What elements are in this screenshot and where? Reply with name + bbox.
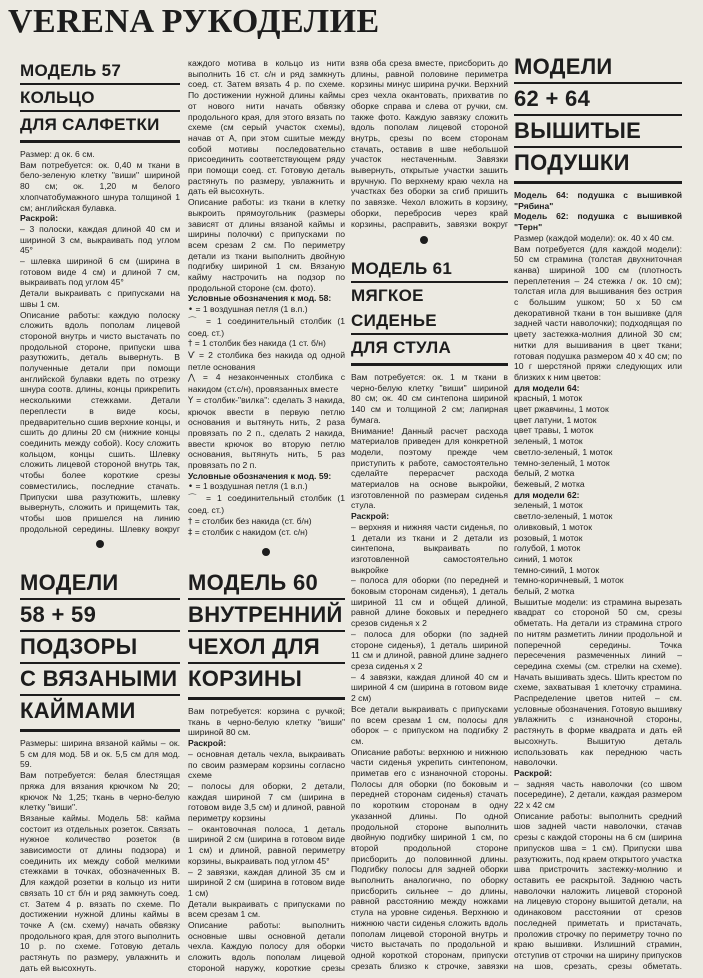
text-fragment: • <box>188 305 194 316</box>
text-fragment <box>351 511 508 522</box>
text-fragment: – полосы для оборки, 2 детали, каждая шириной 7 см (ширина в готовом виде 3,5 см) и длиной, равной периметру корзины <box>188 780 345 824</box>
text-fragment: темно-зеленый, 1 моток <box>514 457 610 468</box>
model-60-title <box>188 568 345 700</box>
text-fragment: = 1 воздушная петля (1 в.п.) <box>195 304 308 315</box>
model-58-59-title <box>20 568 180 732</box>
legend-59-row <box>188 493 345 515</box>
text-fragment: = столбик без накида (ст. б/н) <box>194 515 312 526</box>
text-fragment <box>514 190 682 211</box>
text-fragment: – 4 завязки, каждая длиной 40 см и шириной 4 см (ширина в готовом виде 2 см) <box>351 671 508 704</box>
text-fragment: Описание работы: выполнить основные швы основной детали чехла. Каждую полосу для оборки сложить вдоль пополам лицевой стороной наружу, короткие срезы <box>188 920 345 972</box>
text-fragment: Вязаные каймы. Модель 58: кайма состоит из отдельных розеток. Связать нужное количество розеток (в зависимости от длины подзора) и соединить их между собой мелкими стежками в точках, обозначенных B. Для каждой розетки в кольцо из нити связать 10 ст б/н и ряд замкнуть соед. ст. Затем 4 р. вязать по схеме. По достижении нужной длины каймы в точке A (см. схему) начать обвязку продольного края, для этого выполнить 10 р. по схеме. Готовую деталь растянуть по размеру, увлажнить и дать ей высохнуть. <box>20 812 180 972</box>
text-fragment: оливковый, 1 моток <box>514 521 592 532</box>
text-fragment: МОДЕЛЬ 57 <box>20 58 180 85</box>
text-fragment: ЧЕХОЛ ДЛЯ <box>188 632 345 664</box>
text-fragment: ДЛЯ СТУЛА <box>351 338 452 357</box>
model-57-section <box>20 58 180 536</box>
text-fragment: МОДЕЛИ <box>514 52 682 84</box>
text-fragment: ПОДЗОРЫ <box>20 632 180 664</box>
text-fragment: = столбик с накидом (ст. с/н) <box>194 527 308 538</box>
model-62-64-text <box>514 190 682 972</box>
legend-59-row <box>188 481 345 493</box>
text-fragment: КОЛЬЦО <box>20 85 180 112</box>
text-fragment <box>514 490 682 501</box>
text-fragment: 62 + 64 <box>514 84 682 116</box>
legend-58-row <box>188 372 345 394</box>
text-fragment: цвет латуни, 1 моток <box>514 414 597 425</box>
model-61-text <box>351 372 508 972</box>
text-fragment: бежевый, 2 мотка <box>514 478 585 489</box>
text-fragment: Раскрой: <box>351 511 390 522</box>
text-fragment: = столбик-"вилка": сделать 3 накида, крючок ввести в первую петлю основания и вытянуть нить, 2 раза провязать по 2 п., сделать 2 накида, ввести крючок во вторую петлю основания, вытянуть нить, 5 раз провязать по 2 п. <box>188 394 345 471</box>
model-57-text <box>20 149 180 536</box>
text-fragment: – верхняя и нижняя части сиденья, по 1 детали из ткани и 2 детали из синтепона, выкраивать по изготовленной самостоятельно выкройке <box>351 521 508 575</box>
text-fragment: – полоса для оборки (по задней стороне сиденья), 1 деталь шириной 11 см и длиной, равной длине заднего среза сиденья x 2 <box>351 628 508 671</box>
text-fragment: светло-зеленый, 1 моток <box>514 511 613 522</box>
text-fragment <box>188 471 345 482</box>
text-fragment: С ВЯЗАНЫМИ <box>20 664 180 696</box>
text-fragment: Описание работы: выполнить средний шов задней части наволочки, стачав срезы с каждой стороны на 6 см (ширина припусков шва = 1 см). Припуски шва разутюжить, под краем открытого участка шва пристрочить застежку-молнию и оставить ее раскрытой. Заднюю часть наволочки наложить лицевой стороной на лицевую сторону вышитой детали, на одинаковом расстоянии от срезов последней приметать и пристачать, проложив строчку по периметру точно по краю вышивки. Излишний страмин, отступив от строчки на ширину припусков на шов, срезать, срезы обметать. <box>514 810 682 971</box>
text-fragment: КАЙМАМИ <box>20 698 136 723</box>
text-fragment: МОДЕЛИ <box>20 568 180 600</box>
text-fragment: 58 + 59 <box>20 600 180 632</box>
text-fragment: белый, 2 мотка <box>514 468 575 479</box>
text-fragment: ВЫШИТЫЕ <box>514 116 682 148</box>
text-fragment: ПОДУШКИ <box>514 150 630 175</box>
text-fragment: ДЛЯ САЛФЕТКИ <box>20 115 160 134</box>
text-fragment: Размер (каждой модели): ок. 40 x 40 см. <box>514 232 675 243</box>
text-fragment: – шлевка шириной 6 см (ширина в готовом виде 4 см) и длиной 7 см, выкраивать под углом 45° <box>20 256 180 288</box>
text-fragment: Вам потребуется: ок. 0,40 м ткани в бело-зеленую клетку "виши" шириной 80 см; ок. 1,20 м белого хлопчатобумажного шнура толщиной 1 см; английская булавка. <box>20 159 180 213</box>
legend-58-row <box>188 316 345 338</box>
text-fragment: – окантовочная полоса, 1 деталь шириной 2 см (ширина в готовом виде 1 см) и длиной, равной периметру корзины, выкраивать под углом 45° <box>188 823 345 866</box>
text-fragment: зеленый, 1 моток <box>514 436 583 447</box>
crochet-instructions <box>188 58 345 538</box>
text-fragment: • <box>188 482 194 493</box>
model-60-continuation <box>351 58 508 230</box>
text-fragment: = 2 столбика без накида од одной петле основания <box>188 349 345 372</box>
text-fragment: Модель 64: подушка с вышивкой "Рябина" <box>514 190 682 211</box>
text-fragment: = 4 незаконченных столбика с накидом (ст.с/н), провязанных вместе <box>188 372 345 395</box>
text-fragment: ВНУТРЕННИЙ <box>188 600 345 632</box>
section-bullet <box>420 236 428 244</box>
text-fragment: Описание работы: верхнюю и нижнюю части сиденья укрепить синтепоном, приметав его с изнаночной стороны. Полосы для оборки (по боковым и передней сторонам сиденья) стачать по коротким сторонам в одну указанной длины. По одной продольной стороне выполнить двойную подгибку шириной 1 см, по второй продольной стороне присборить до половинной длины. Подгибку полосы для задней оборки выполнить аналогично, по оборку присборить сильнее – до длины, равной расстоянию между ножками стула на уровне сиденья. Верхнюю и нижнюю части сиденья сложить вдоль пополам лицевой стороной внутрь и чисто выстачать по продольной и одной короткой сторонам, припуски срезать близко к строчке, завязки <box>351 746 508 971</box>
text-fragment: = 1 воздушная петля (1 в.п.) <box>195 481 308 492</box>
text-fragment: Вам потребуется: корзина с ручкой; ткань в черно-белую клетку "виши" шириной 80 см. <box>188 706 345 738</box>
text-fragment: темно-коричневый, 1 моток <box>514 575 624 586</box>
text-fragment: = 1 соединительный столбик (1 соед. ст.) <box>188 315 345 338</box>
section-bullet <box>262 548 270 556</box>
text-fragment: ⋀ <box>188 373 196 384</box>
text-fragment: – 3 полоски, каждая длиной 40 см и шириной 3 см, выкраивать под углом 45° <box>20 223 180 256</box>
text-fragment: МЯГКОЕ СИДЕНЬЕ <box>351 283 508 335</box>
text-fragment: Детали выкраивать с припусками на швы 1 см. <box>20 288 180 309</box>
text-fragment: МОДЕЛЬ 60 <box>188 568 345 600</box>
legend-59-row <box>188 527 345 538</box>
text-fragment: взяв оба среза вместе, присборить до длины, равной половине периметра корзины минус ширина ручки. Верхний срез чехла окантовать, прихватив по оборке справа и слева от ручки, см. также фото. Каждую завязку сложить вдоль пополам лицевой стороной внутрь, срезы по всем сторонам стачать, оставив в шве небольшой участок нестаченным. Завязки вывернуть, открытые участки зашить вручную. По верхнему краю чехла на участках без оборки за сгиб пришить по завязке. Чехол вложить в корзину, оборки, перебросив через край корзины, расправить, завязки вокруг <box>351 58 508 229</box>
model-58-59-text <box>20 738 180 972</box>
text-fragment: Описание работы: из ткани в клетку выкроить прямоугольник (размеры зависят от длины вязаной каймы и ширины полочки) с припусками по всем срезам 2 см. По периметру детали из ткани выполнить двойную подгибку шириной 1 см. Вязаную кайму настрочить на подзор по продольной стороне (см. фото). <box>188 197 345 293</box>
text-fragment: красный, 1 моток <box>514 393 583 404</box>
text-fragment: Вам потребуется: ок. 1 м ткани в черно-белую клетку "виши" шириной 80 см; ок. 40 см синтепона шириной 140 см и толщиной 2 см; лапирная бумага. <box>351 372 508 425</box>
text-fragment <box>188 293 345 304</box>
text-fragment: ‡ <box>188 528 193 538</box>
text-fragment: светло-зеленый, 1 моток <box>514 446 613 457</box>
text-fragment: синий, 1 моток <box>514 553 573 564</box>
text-fragment: для модели 64: <box>514 382 580 393</box>
text-fragment: цвет ржавчины, 1 моток <box>514 404 609 415</box>
text-fragment: † <box>188 516 193 527</box>
text-fragment: Условные обозначения к мод. 58: <box>188 293 332 304</box>
text-fragment: КОРЗИНЫ <box>188 666 303 691</box>
text-fragment: для модели 62: <box>514 489 580 500</box>
text-fragment: Вам потребуется: белая блестящая пряжа для вязания крючком № 20; крючок № 1,25; ткань в черно-белую клетку "виши". <box>20 770 180 813</box>
model-61-section <box>351 256 508 972</box>
legend-59-row <box>188 516 345 528</box>
text-fragment <box>514 768 682 779</box>
text-fragment: Ѵ <box>188 350 195 361</box>
legend-58-row <box>188 350 345 372</box>
text-fragment: каждого мотива в кольцо из нити выполнить 16 ст. с/н и ряд замкнуть соед. ст. Затем вязать 4 р. по схеме. По достижении нужной длины каймы от нового нити начать обвязку продольного края, для этого вязать по схеме (см серый участок схемы), начав от A, при этом сшитые между собой мотивы последовательно присоединить соответствующем ряду при помощи соед. ст. Готовую деталь растянуть по размеру, увлажнить и дать ей высохнуть. <box>188 58 345 197</box>
text-fragment: Раскрой: <box>20 213 59 224</box>
text-fragment: темно-синий, 1 моток <box>514 564 600 575</box>
text-fragment: цвет травы, 1 моток <box>514 425 594 436</box>
text-fragment: – 2 завязки, каждая длиной 35 см и шириной 2 см (ширина в готовом виде 1 см) <box>188 866 345 898</box>
text-fragment: – полоса для оборки (по передней и боковым сторонам сиденья), 1 деталь шириной 11 см и общей длиной, равной длине боковых и переднего срезов сиденья x 2 <box>351 575 508 629</box>
text-fragment: Раскрой: <box>514 767 553 778</box>
model-60-text <box>188 706 345 972</box>
model-57-title <box>20 58 180 143</box>
text-fragment: Детали выкраивать с припусками по всем срезам 1 см. <box>188 898 345 920</box>
text-fragment: Внимание! Данный расчет расхода материалов приведен для конкретной модели, поэтому прежде чем приступить к работе, самостоятельно сделайте перерасчет расхода материалов на основе выкройки, изготовленной по размерам сиденья стула. <box>351 425 508 511</box>
legend-58-row <box>188 338 345 350</box>
text-fragment: Все детали выкраивать с припусками по всем срезам 1 см, полосы для оборок – с припуском на подгибку 2 см. <box>351 703 508 746</box>
text-fragment: голубой, 1 моток <box>514 543 581 554</box>
text-fragment: розовый, 1 моток <box>514 532 583 543</box>
text-fragment: Вышитые модели: из страмина вырезать квадрат со стороной 50 см, срезы обметать. На детали из страмина строго по нитям разметить линии продольной и поперечной середины. Точка пересечения размеченных линий – середина схемы (см. стрелки на схеме). Начать вышивать здесь. Шить крестом по схеме, захватывая 1 клеточку страмина. Распределение цветов нитей – см. условные обозначения. Готовую вышивку увлажнить с изнаночной стороны, растянуть в форме квадрата и дать ей высохнуть. Вышитую деталь использовать как переднюю часть наволочки. <box>514 596 682 768</box>
legend-58-row <box>188 304 345 316</box>
text-fragment <box>514 211 682 232</box>
model-60-section <box>188 568 345 972</box>
text-fragment <box>20 213 180 224</box>
text-fragment: † <box>188 339 193 350</box>
legend-58-row <box>188 395 345 471</box>
text-fragment: Размеры: ширина вязаной каймы – ок. 5 см для мод. 58 и ок. 5,5 см для мод. 59. <box>20 738 180 770</box>
text-fragment: – задняя часть наволочки (со швом посередине), 2 детали, каждая размером 22 x 42 см <box>514 778 682 811</box>
model-58-59-section <box>20 568 180 972</box>
text-fragment: Вам потребуется (для каждой модели): 50 см страмина (толстая двухниточная канва) шириной 100 см (плотность переплетения – 24 стежка / ок. 10 см); толстая игла для вышивания без острия с большим ушком; 50 x 50 см декоративной ткани в тон вышивке (для задней части наволочки); подходящая по цвету застежка-молния длиной 30 см; нитки для вышивания в цвет ткани; готовая подушка размером 40 x 40 см; по 10 г шерстяной пряжи следующих или близких к ним цветов: <box>514 243 682 382</box>
text-fragment: = 1 соединительный столбик (1 соед. ст.) <box>188 493 345 515</box>
text-fragment: Раскрой: <box>188 738 227 749</box>
text-fragment: = 1 столбик без накида (1 ст. б/н) <box>194 338 326 349</box>
model-61-title <box>351 256 508 366</box>
text-fragment <box>514 383 682 394</box>
text-fragment: Y <box>188 395 194 406</box>
section-bullet <box>96 540 104 548</box>
model-62-64-section <box>514 52 682 972</box>
text-fragment: Размер: д ок. 6 см. <box>20 149 95 159</box>
text-fragment: ⌒ <box>188 316 201 327</box>
text-fragment: Модель 62: подушка с вышивкой "Терн" <box>514 211 682 233</box>
text-fragment: ⌒ <box>188 494 201 505</box>
text-fragment: – основная деталь чехла, выкраивать по своим размерам корзины согласно схеме <box>188 748 345 781</box>
text-fragment: зеленый, 1 моток <box>514 500 583 511</box>
text-fragment: МОДЕЛЬ 61 <box>351 256 508 283</box>
text-fragment <box>188 738 345 749</box>
text-fragment: Условные обозначения к мод. 59: <box>188 470 332 481</box>
text-fragment: белый, 2 мотка <box>514 586 575 597</box>
magazine-masthead: VERENA РУКОДЕЛИЕ <box>8 3 380 40</box>
text-fragment: Описание работы: каждую полоску сложить вдоль пополам лицевой стороной внутрь и чисто выстачать по продольной стороне, припуски шва разутюжить, деталь вывернуть. В полученные детали при помощи английской булавки вдеть по отрезку шнура соотв. длины, концы прикрепить несколькими стежками. Детали переплести в виде косы, предварительно сшив верхние концы, и сшить до длины 20 см (нижние концы соединить между собой). Косу сложить кольцом, концы сшить. Шлевку сложить лицевой стороной внутрь так, чтобы более короткие срезы совместились, последние стачать. Припуски шва разутюжить, шлевку вывернуть, сложить и прищемить так, чтобы шов пришелся на линию продольной середины. Шлевку вокруг <box>20 309 180 534</box>
model-62-64-title <box>514 52 682 184</box>
